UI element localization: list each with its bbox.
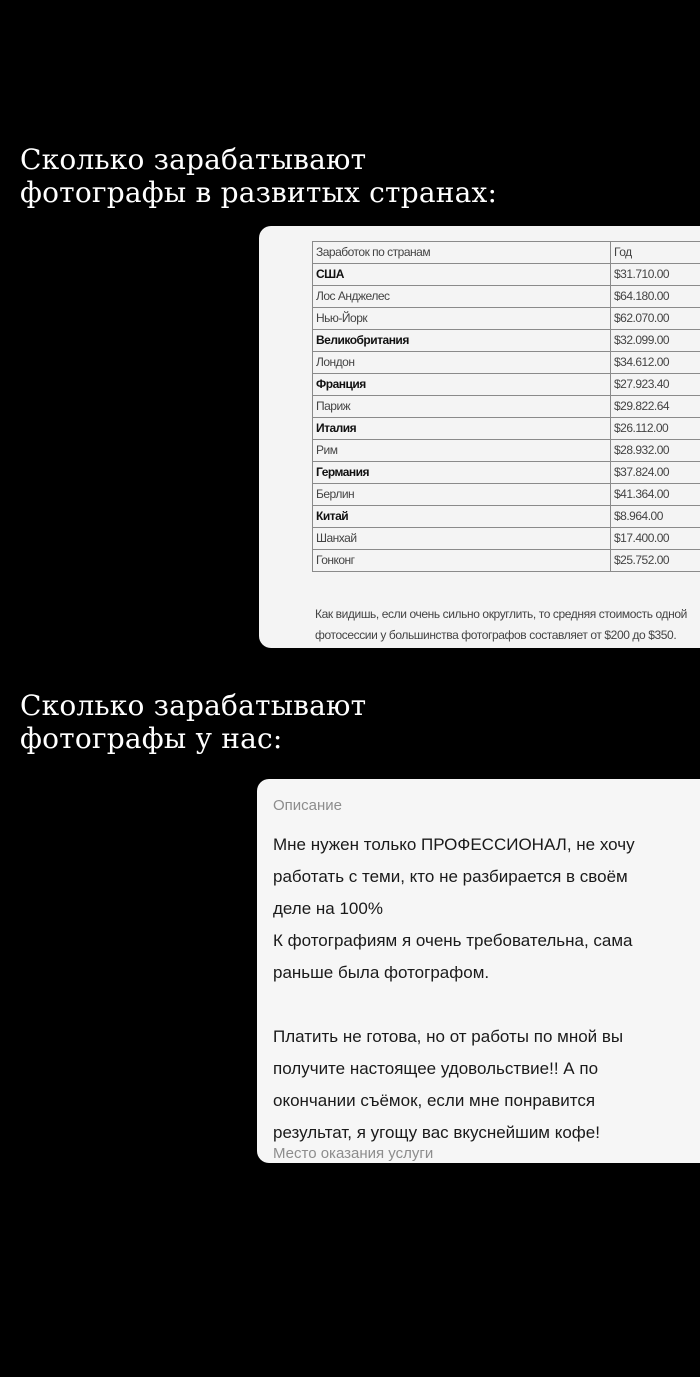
- row-location: Китай: [313, 506, 611, 528]
- row-earnings: $62.070.00: [611, 308, 700, 330]
- table-row: [313, 440, 700, 462]
- header-year: Год: [611, 242, 700, 264]
- table-row: [313, 550, 700, 572]
- caption-line: Сколько зарабатывают: [20, 689, 367, 722]
- row-location: Нью-Йорк: [313, 308, 611, 330]
- table-row: [313, 484, 700, 506]
- row-location: Рим: [313, 440, 611, 462]
- table-row: [313, 528, 700, 550]
- paragraph-gap: [273, 989, 700, 1021]
- table-row: [313, 506, 700, 528]
- row-earnings: $17.400.00: [611, 528, 700, 550]
- row-location: Париж: [313, 396, 611, 418]
- header-country: Заработок по странам: [313, 242, 611, 264]
- description-line: деле на 100%: [273, 899, 383, 918]
- table-note: [315, 604, 700, 646]
- table-row: [313, 418, 700, 440]
- note-line: фотосессии у большинства фотографов составляет от $200 до $350.: [315, 628, 677, 642]
- row-location: Берлин: [313, 484, 611, 506]
- table-row: [313, 330, 700, 352]
- table-row: [313, 352, 700, 374]
- description-line: результат, я угощу вас вкуснейшим кофе!: [273, 1123, 600, 1142]
- description-line: окончании съёмок, если мне понравится: [273, 1091, 596, 1110]
- table-header-row: [313, 242, 700, 264]
- service-location-label: Место оказания услуги: [273, 1145, 434, 1162]
- description-line: раньше была фотографом.: [273, 963, 490, 982]
- caption-developed-countries: [20, 143, 497, 209]
- caption-line: фотографы в развитых странах:: [20, 176, 498, 209]
- row-location: Лос Анджелес: [313, 286, 611, 308]
- row-earnings: $27.923.40: [611, 374, 700, 396]
- row-location: Германия: [313, 462, 611, 484]
- description-label: Описание: [273, 797, 343, 814]
- table-row: [313, 374, 700, 396]
- description-line: получите настоящее удовольствие!! А по: [273, 1059, 599, 1078]
- row-earnings: $8.964.00: [611, 506, 700, 528]
- row-location: Шанхай: [313, 528, 611, 550]
- row-earnings: $32.099.00: [611, 330, 700, 352]
- row-earnings: $41.364.00: [611, 484, 700, 506]
- caption-line: Сколько зарабатывают: [20, 143, 367, 176]
- row-location: Гонконг: [313, 550, 611, 572]
- row-earnings: $37.824.00: [611, 462, 700, 484]
- description-line: К фотографиям я очень требовательна, сама: [273, 931, 633, 950]
- description-line: Платить не готова, но от работы по мной вы: [273, 1027, 624, 1046]
- row-earnings: $31.710.00: [611, 264, 700, 286]
- row-location: Лондон: [313, 352, 611, 374]
- row-earnings: $25.752.00: [611, 550, 700, 572]
- table-row: [313, 264, 700, 286]
- note-line: Как видишь, если очень сильно округлить, то средняя стоимость одной: [315, 607, 687, 621]
- row-location: США: [313, 264, 611, 286]
- earnings-table-screenshot: [259, 226, 700, 648]
- caption-local: [20, 689, 366, 755]
- row-location: Великобритания: [313, 330, 611, 352]
- order-description-screenshot: [257, 779, 700, 1163]
- table-row: [313, 286, 700, 308]
- row-location: Франция: [313, 374, 611, 396]
- row-earnings: $28.932.00: [611, 440, 700, 462]
- description-text: [273, 829, 700, 1149]
- table-row: [313, 462, 700, 484]
- row-earnings: $29.822.64: [611, 396, 700, 418]
- caption-line: фотографы у нас:: [20, 722, 283, 755]
- description-line: Мне нужен только ПРОФЕССИОНАЛ, не хочу: [273, 835, 635, 854]
- earnings-table: [312, 241, 700, 572]
- row-earnings: $64.180.00: [611, 286, 700, 308]
- table-row: [313, 396, 700, 418]
- row-earnings: $26.112.00: [611, 418, 700, 440]
- row-location: Италия: [313, 418, 611, 440]
- table-row: [313, 308, 700, 330]
- description-line: работать с теми, кто не разбирается в своём: [273, 867, 628, 886]
- row-earnings: $34.612.00: [611, 352, 700, 374]
